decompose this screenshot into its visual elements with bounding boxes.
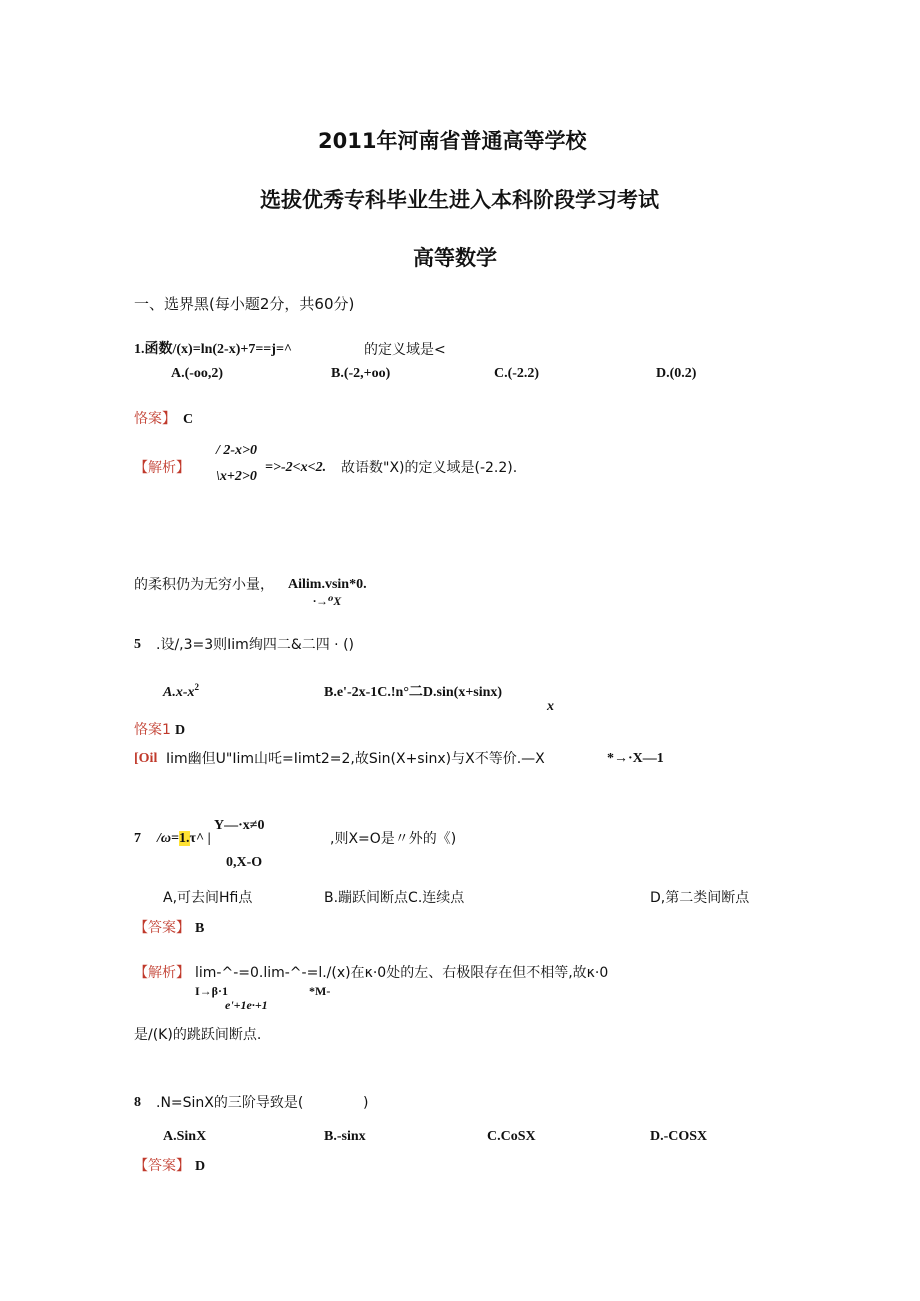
q8-number: 8 xyxy=(134,1095,141,1110)
q5-stem: .设/,3=3则Iim绚四二&二四 · () xyxy=(156,637,355,653)
q5-options-bcd: B.e'-2x-1C.!n°二D.sin(x+sinx) xyxy=(324,685,503,700)
q7-analysis-sub-1b: *M- xyxy=(309,984,331,998)
q1-analysis-text-b: 故语数"X)的定义域是(-2.2). xyxy=(341,460,518,476)
q4-formula: Ailim.vsin*0. xyxy=(288,577,367,592)
q1-system-line-1: / 2-x>0 xyxy=(216,443,258,458)
q5-analysis-tag: [Oil xyxy=(134,751,158,766)
q8-option-d: D.-COSX xyxy=(650,1129,708,1144)
q1-answer-value: C xyxy=(183,412,194,427)
q5-option-a: $A.x-x^2$ xyxy=(163,682,199,700)
q4-formula-sub: ·→⁰X xyxy=(313,594,342,608)
q5-analysis-text: Iim幽但U"Iim山吒=Iimt2=2,故Sin(X+sinx)与X不等价.—X xyxy=(166,751,545,767)
q1-option-a: A.(-oo,2) xyxy=(171,366,224,381)
q7-analysis-line-2: 是/(K)的跳跃间断点. xyxy=(134,1027,262,1043)
q1-answer-tag: 恪案】 xyxy=(134,411,176,427)
q1-option-b: B.(-2,+oo) xyxy=(331,366,391,381)
q1-analysis-text-a: =>-2<x<2. xyxy=(265,460,327,475)
q7-analysis-text: lim-^-=0.lim-^-=l./(x)在κ·0处的左、右极限存在但不相等,故κ·0 xyxy=(195,965,609,981)
q5-number: 5 xyxy=(134,637,141,652)
q8-option-b: B.-sinx xyxy=(324,1129,366,1144)
q8-stem: .N=SinX的三阶导致是( xyxy=(156,1095,304,1111)
q1-stem: 1.函数/(x)=ln(2-x)+7==j=^ xyxy=(134,342,293,357)
q7-answer-value: B xyxy=(195,921,205,936)
q7-function: /ω=1.τ^ | xyxy=(157,831,211,846)
q8-option-a: A.SinX xyxy=(163,1129,207,1144)
q5-answer-tag: 恪案1 xyxy=(134,722,171,738)
q5-analysis-tail: *→·X—1 xyxy=(607,751,664,766)
q7-analysis-sub-1: I→β·1 xyxy=(195,984,228,998)
q1-option-d: D.(0.2) xyxy=(656,366,697,381)
q7-option-a: A,可去间Hfi点 xyxy=(163,890,253,906)
q7-piecewise-bottom: 0,X-O xyxy=(226,855,263,870)
section-heading: 一、选界黑(每小题2分，共60分) xyxy=(134,295,355,313)
q7-analysis-tag: 【解析】 xyxy=(134,965,190,981)
q1-analysis-tag: 【解析】 xyxy=(134,460,190,476)
q7-answer-tag: 【答案】 xyxy=(134,920,190,936)
q1-system-line-2: \x+2>0 xyxy=(216,469,257,484)
q8-answer-tag: 【答案】 xyxy=(134,1158,190,1174)
q1-option-c: C.(-2.2) xyxy=(494,366,540,381)
title-line-2: 选拔优秀专科毕业生进入本科阶段学习考试 xyxy=(260,188,659,212)
q8-paren-close: ) xyxy=(363,1095,369,1111)
q8-answer-value: D xyxy=(195,1159,206,1174)
q1-stem-tail: 的定义域是< xyxy=(364,342,446,358)
q7-stem: ,则X=O是〃外的《) xyxy=(330,831,457,847)
q5-answer-value: D xyxy=(175,723,186,738)
q7-number: 7 xyxy=(134,831,141,846)
q7-analysis-sub-2: e'+1e·+1 xyxy=(225,998,268,1012)
q5-option-d-denominator: x xyxy=(547,699,554,714)
q8-option-c: C.CoSX xyxy=(487,1129,536,1144)
title-line-1: 2011年河南省普通高等学校 xyxy=(318,129,587,153)
q7-piecewise-top: Y—·x≠0 xyxy=(214,818,265,833)
title-line-3: 高等数学 xyxy=(413,246,497,270)
q7-options-bc: B.蹦跃间断点C.连续点 xyxy=(324,890,465,906)
q7-option-d: D,第二类间断点 xyxy=(650,890,750,906)
q4-text: 的柔积仍为无穷小量， xyxy=(134,577,274,593)
